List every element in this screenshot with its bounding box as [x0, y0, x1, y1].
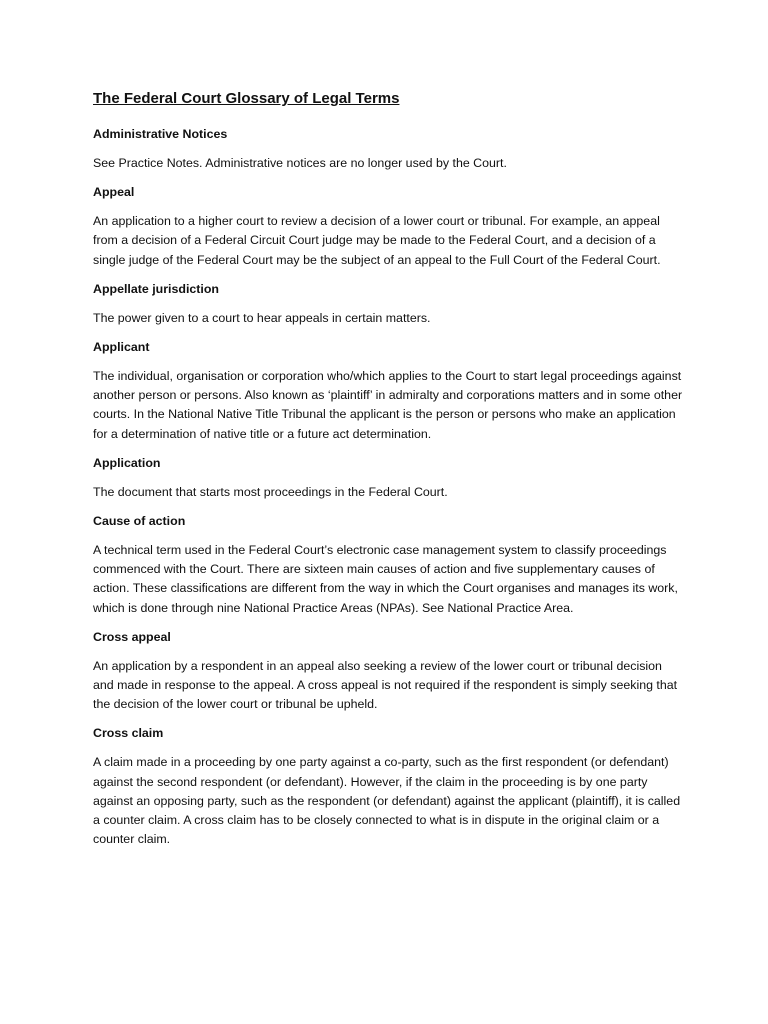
glossary-entry: [93, 629, 683, 715]
glossary-entry: [93, 725, 683, 849]
glossary-entry: [93, 184, 683, 270]
glossary-definition: The individual, organisation or corporation who/which applies to the Court to start legal proceedings against another person or persons. Also known as ‘plaintiff’ in admiralty and corporations matters and in some other courts. In the National Native Title Tribunal the applicant is the person or persons who make an application for a determination of native title or a future act determination.: [93, 369, 683, 441]
document-title: The Federal Court Glossary of Legal Terms: [93, 90, 400, 107]
glossary-definition: A claim made in a proceeding by one party against a co-party, such as the first respondent (or defendant) against the second respondent (or defendant). However, if the claim in the proceeding is by one party against an opposing party, such as the respondent (or defendant) against the applicant (plaintiff), it is called a counter claim. A cross claim has to be closely connected to what is in dispute in the original claim or a counter claim.: [93, 755, 681, 847]
glossary-term: Cross appeal: [93, 629, 171, 644]
glossary-term: Applicant: [93, 340, 150, 355]
glossary-definition: See Practice Notes. Administrative notices are no longer used by the Court.: [93, 156, 507, 170]
glossary-term: Appeal: [93, 185, 135, 200]
glossary-entry: [93, 455, 683, 502]
glossary-definition: The power given to a court to hear appeals in certain matters.: [93, 310, 431, 325]
glossary-definition: A technical term used in the Federal Court’s electronic case management system to classify proceedings commenced with the Court. There are sixteen main causes of action and five supplementary causes of action. These classifications are different from the way in which the Court organises and manages its work, which is done through nine National Practice Areas (NPAs). See National Practice Area.: [93, 543, 678, 615]
glossary-definition: An application by a respondent in an appeal also seeking a review of the lower court or tribunal decision and made in response to the appeal. A cross appeal is not required if the respondent is simply seeking that the decision of the lower court or tribunal be upheld.: [93, 658, 678, 712]
glossary-term: Application: [93, 455, 161, 470]
glossary-term: Appellate jurisdiction: [93, 281, 219, 296]
glossary-term: Administrative Notices: [93, 127, 228, 141]
glossary-entry: [93, 513, 683, 618]
glossary-definition: The document that starts most proceedings in the Federal Court.: [93, 484, 448, 499]
glossary-term: Cause of action: [93, 514, 186, 529]
glossary-entry: [93, 126, 683, 173]
glossary-term: Cross claim: [93, 726, 164, 741]
glossary-entry: [93, 339, 683, 444]
glossary-definition: An application to a higher court to review a decision of a lower court or tribunal. For example, an appeal from a decision of a Federal Circuit Court judge may be made to the Federal Court, and a decision of a single judge of the Federal Court may be the subject of an appeal to the Full Court of the Federal Court.: [93, 214, 661, 267]
glossary-entry: [93, 281, 683, 328]
document-page: [93, 89, 683, 860]
